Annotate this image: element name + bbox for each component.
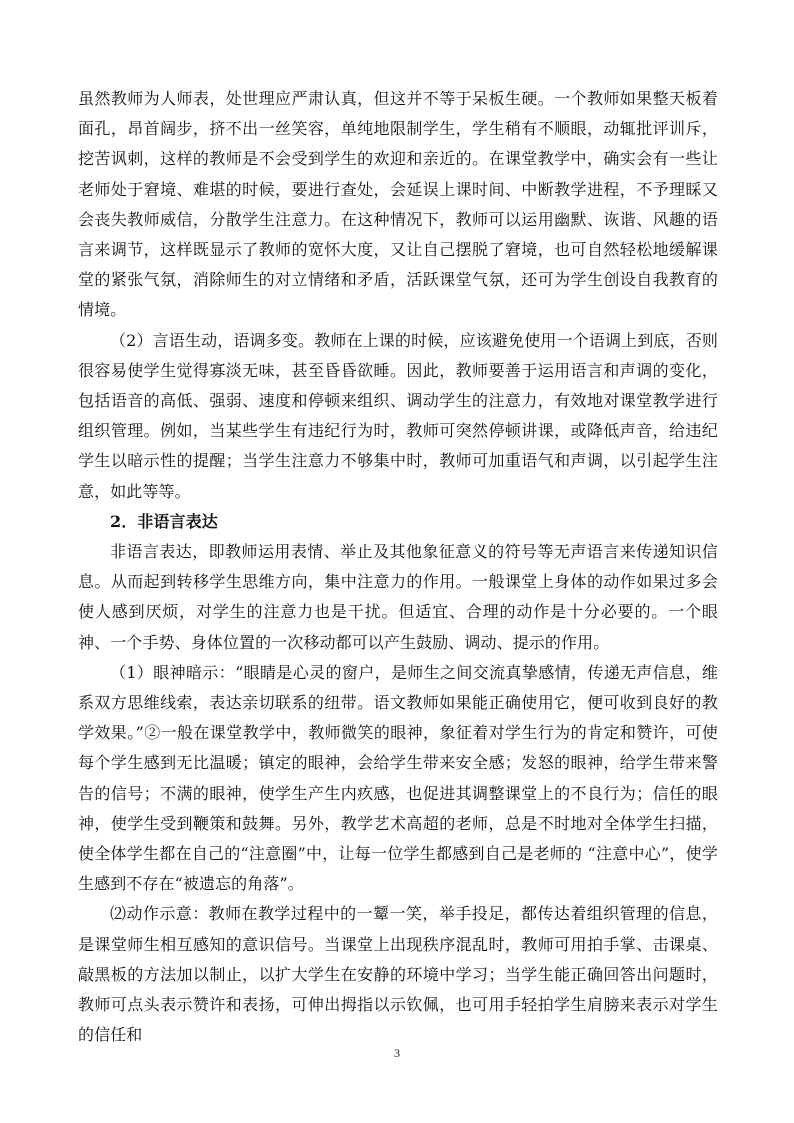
document-body xyxy=(78,84,718,1051)
paragraph-gesture: ⑵动作示意：教师在教学过程中的一颦一笑，举手投足，都传达着组织管理的信息，是课堂师生相互感知的意识信号。当课堂上出现秩序混乱时，教师可用拍手掌、击课桌、敲黑板的方法加以制止，以扩大学生在安静的环境中学习；当学生能正确回答出问题时，教师可点头表示赞许和表扬，可伸出拇指以示钦佩，也可用手轻拍学生肩膀来表示对学生的信任和 xyxy=(78,904,718,1045)
section-heading-nonverbal: 2．非语言表达 xyxy=(110,511,218,531)
paragraph-humor-continuation: 虽然教师为人师表，处世理应严肃认真，但这并不等于呆板生硬。一个教师如果整天板着面孔，昂首阔步，挤不出一丝笑容，单纯地限制学生，学生稍有不顺眼，动辄批评训斥，挖苦讽刺，这样的教师是不会受到学生的欢迎和亲近的。在课堂教学中，确实会有一些让老师处于窘境、难堪的时候，要进行查处，会延误上课时间、中断教学进程，不予理睬又会丧失教师威信，分散学生注意力。在这种情况下，教师可以运用幽默、诙谐、风趣的语言来调节，这样既显示了教师的宽怀大度，又让自己摆脱了窘境，也可自然轻松地缓解课堂的紧张气氛，消除师生的对立情绪和矛盾，活跃课堂气氛，还可为学生创设自我教育的情境。 xyxy=(78,89,718,320)
paragraph-eye-contact: （1）眼神暗示：“眼睛是心灵的窗户，是师生之间交流真挚感情，传递无声信息，维系双方思维线索，表达亲切联系的纽带。语文教师如果能正确使用它，便可收到良好的教学效果。”②一般在课堂教学中，教师微笑的眼神，象征着对学生行为的肯定和赞许，可使每个学生感到无比温暖；镇定的眼神，会给学生带来安全感；发怒的眼神，给学生带来警告的信号；不满的眼神，使学生产生内疚感，也促进其调整课堂上的不良行为；信任的眼神，使学生受到鞭策和鼓舞。另外，教学艺术高超的老师，总是不时地对全体学生扫描，使全体学生都在自己的“注意圈”中，让每一位学生都感到自己是老师的 “注意中心”，使学生感到不存在“被遗忘的角落”。 xyxy=(78,662,718,894)
paragraph-vivid-speech: （2）言语生动，语调多变。教师在上课的时候，应该避免使用一个语调上到底，否则很容易使学生觉得寡淡无味，甚至昏昏欲睡。因此，教师要善于运用语言和声调的变化，包括语音的高低、强弱、速度和停顿来组织、调动学生的注意力，有效地对课堂教学进行组织管理。例如，当某些学生有违纪行为时，教师可突然停顿讲课，或降低声音，给违纪学生以暗示性的提醒；当学生注意力不够集中时，教师可加重语气和声调，以引起学生注意，如此等等。 xyxy=(78,330,718,501)
paragraph-nonverbal-intro: 非语言表达，即教师运用表情、举止及其他象征意义的符号等无声语言来传递知识信息。从而起到转移学生思维方向，集中注意力的作用。一般课堂上身体的动作如果过多会使人感到厌烦，对学生的注意力也是干扰。但适宜、合理的动作是十分必要的。一个眼神、一个手势、身体位置的一次移动都可以产生鼓励、调动、提示的作用。 xyxy=(78,542,718,652)
page-number: 3 xyxy=(394,1046,400,1060)
